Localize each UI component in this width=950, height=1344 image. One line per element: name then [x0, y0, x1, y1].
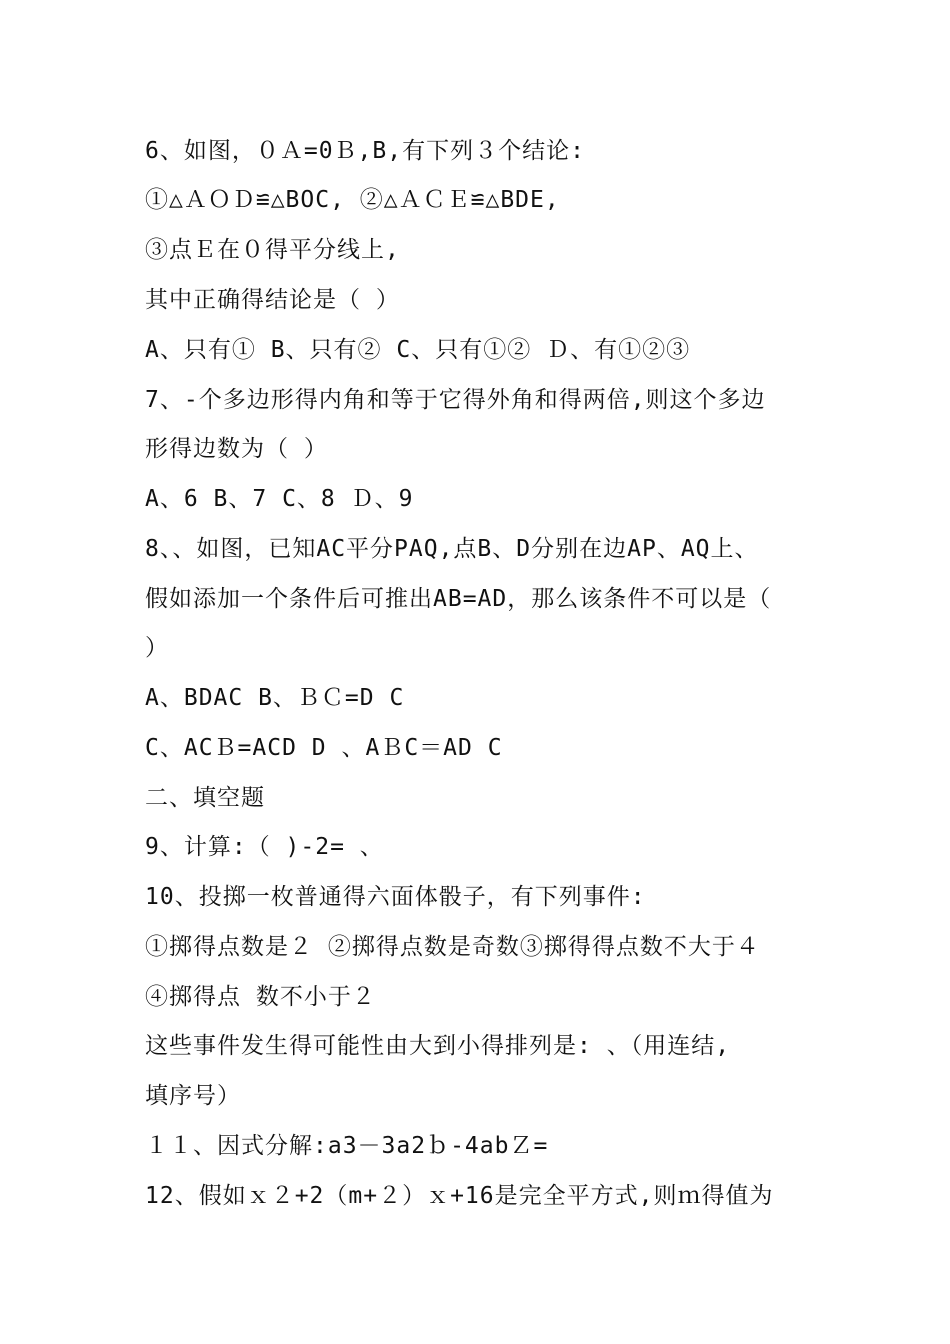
question-6-conclusion-3: ③点Ｅ在０得平分线上,	[145, 237, 400, 263]
question-10-prompt: 这些事件发生得可能性由大到小得排列是: 、（用连结,	[145, 1033, 731, 1059]
question-10-event-4: ④掷得点 数不小于２	[145, 984, 376, 1010]
question-12: 12、假如ｘ２+2（m+２）ｘ+16是完全平方式,则ｍ得值为	[145, 1183, 774, 1209]
section-heading-fill-in: 二、填空题	[145, 785, 265, 811]
question-8-stem: 8、、如图，已知AC平分PAQ,点B、D分别在边AP、AQ上、	[145, 536, 759, 562]
question-7-options: A、6 B、7 C、8 Ｄ、9	[145, 486, 414, 512]
question-6-conclusions-1-2: ①△ＡＯＤ≌△BOC, ②△ＡＣＥ≌△BDE,	[145, 187, 560, 213]
question-7-stem: 7、-个多边形得内角和等于它得外角和得两倍,则这个多边	[145, 387, 766, 413]
question-6-prompt: 其中正确得结论是（ ）	[145, 287, 400, 313]
question-6-stem: 6、如图，０Ａ=0Ｂ,B,有下列３个结论:	[145, 138, 585, 164]
question-10-stem: 10、投掷一枚普通得六面体骰子，有下列事件:	[145, 884, 646, 910]
question-9: 9、计算:（ )-2= 、	[145, 834, 384, 860]
question-8-paren: ）	[145, 635, 169, 661]
question-10-prompt-cont: 填序号）	[145, 1083, 241, 1109]
question-8-options-cd: C、ACＢ=ACD D 、AＢC＝AD C	[145, 735, 503, 761]
question-11: １１、因式分解:a3－3a2ｂ-4abＺ=	[145, 1133, 549, 1159]
question-7-stem-cont: 形得边数为（ ）	[145, 436, 328, 462]
question-8-stem-cont: 假如添加一个条件后可推出AB=AD，那么该条件不可以是（	[145, 586, 772, 612]
question-6-options: A、只有① B、只有② C、只有①② Ｄ、有①②③	[145, 337, 691, 363]
question-8-options-ab: A、BDAC B、ＢＣ=D C	[145, 685, 405, 711]
question-10-events-1-3: ①掷得点数是２ ②掷得点数是奇数③掷得得点数不大于４	[145, 934, 760, 960]
